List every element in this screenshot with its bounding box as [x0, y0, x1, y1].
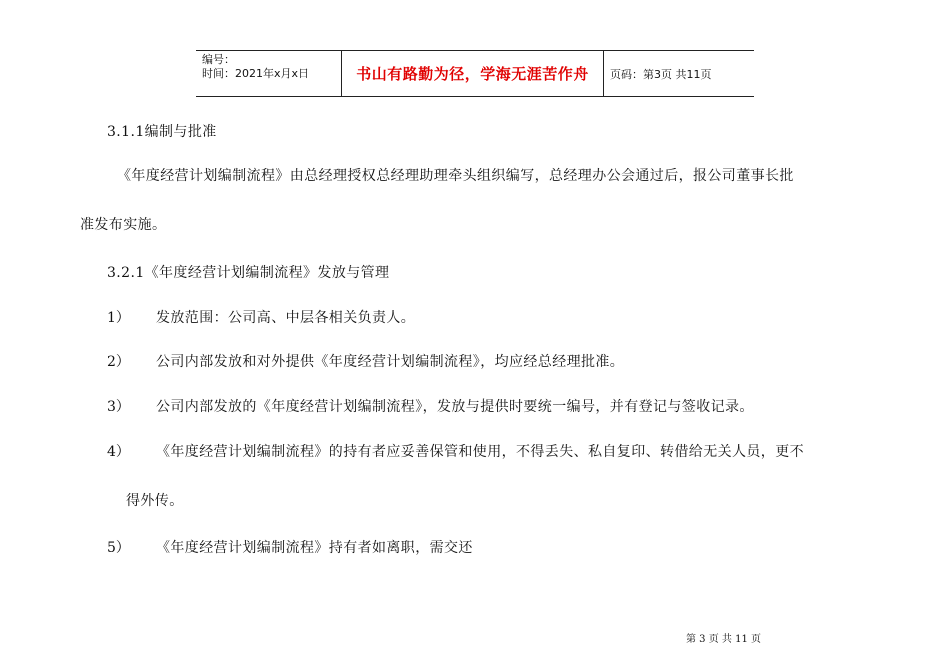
- list-item-number: 4）: [107, 444, 130, 460]
- header-motto: 书山有路勤为径，学海无涯苦作舟: [356, 65, 589, 83]
- list-item-number: 5）: [107, 540, 130, 556]
- list-item-text: 《年度经营计划编制流程》的持有者应妥善保管和使用，不得丢失、私自复印、转借给无关人员，更不: [156, 444, 804, 460]
- list-item-text: 《年度经营计划编制流程》持有者如离职，需交还: [156, 540, 473, 556]
- section-heading-3-2-1: 3.2.1《年度经营计划编制流程》发放与管理: [107, 265, 390, 281]
- section-heading-3-1-1: 3.1.1编制与批准: [107, 124, 217, 140]
- list-item-text: 公司内部发放和对外提供《年度经营计划编制流程》，均应经总经理批准。: [156, 354, 625, 370]
- list-item-text: 发放范围：公司高、中层各相关负责人。: [156, 310, 416, 326]
- header-motto-cell: [342, 51, 604, 96]
- list-item-continuation: 得外传。: [126, 493, 184, 509]
- header-page-cell: [604, 51, 754, 96]
- list-item-text: 公司内部发放的《年度经营计划编制流程》，发放与提供时要统一编号，并有登记与签收记录。: [156, 399, 754, 415]
- doc-number-label: 编号：: [202, 53, 235, 66]
- list-item-number: 3）: [107, 399, 130, 415]
- doc-date: 时间：2021年x月x日: [202, 67, 310, 80]
- page-footer: 第 3 页 共 11 页: [686, 634, 761, 645]
- list-item-number: 1）: [107, 310, 130, 326]
- paragraph-approval-line-2: 准发布实施。: [80, 217, 167, 233]
- document-header: [196, 50, 754, 97]
- header-meta-cell: [196, 51, 342, 96]
- list-item-number: 2）: [107, 354, 130, 370]
- header-page-info: 页码：第3页 共11页: [610, 67, 712, 81]
- paragraph-approval-line-1: 《年度经营计划编制流程》由总经理授权总经理助理牵头组织编写，总经理办公会通过后，报公司董事长批: [117, 168, 794, 184]
